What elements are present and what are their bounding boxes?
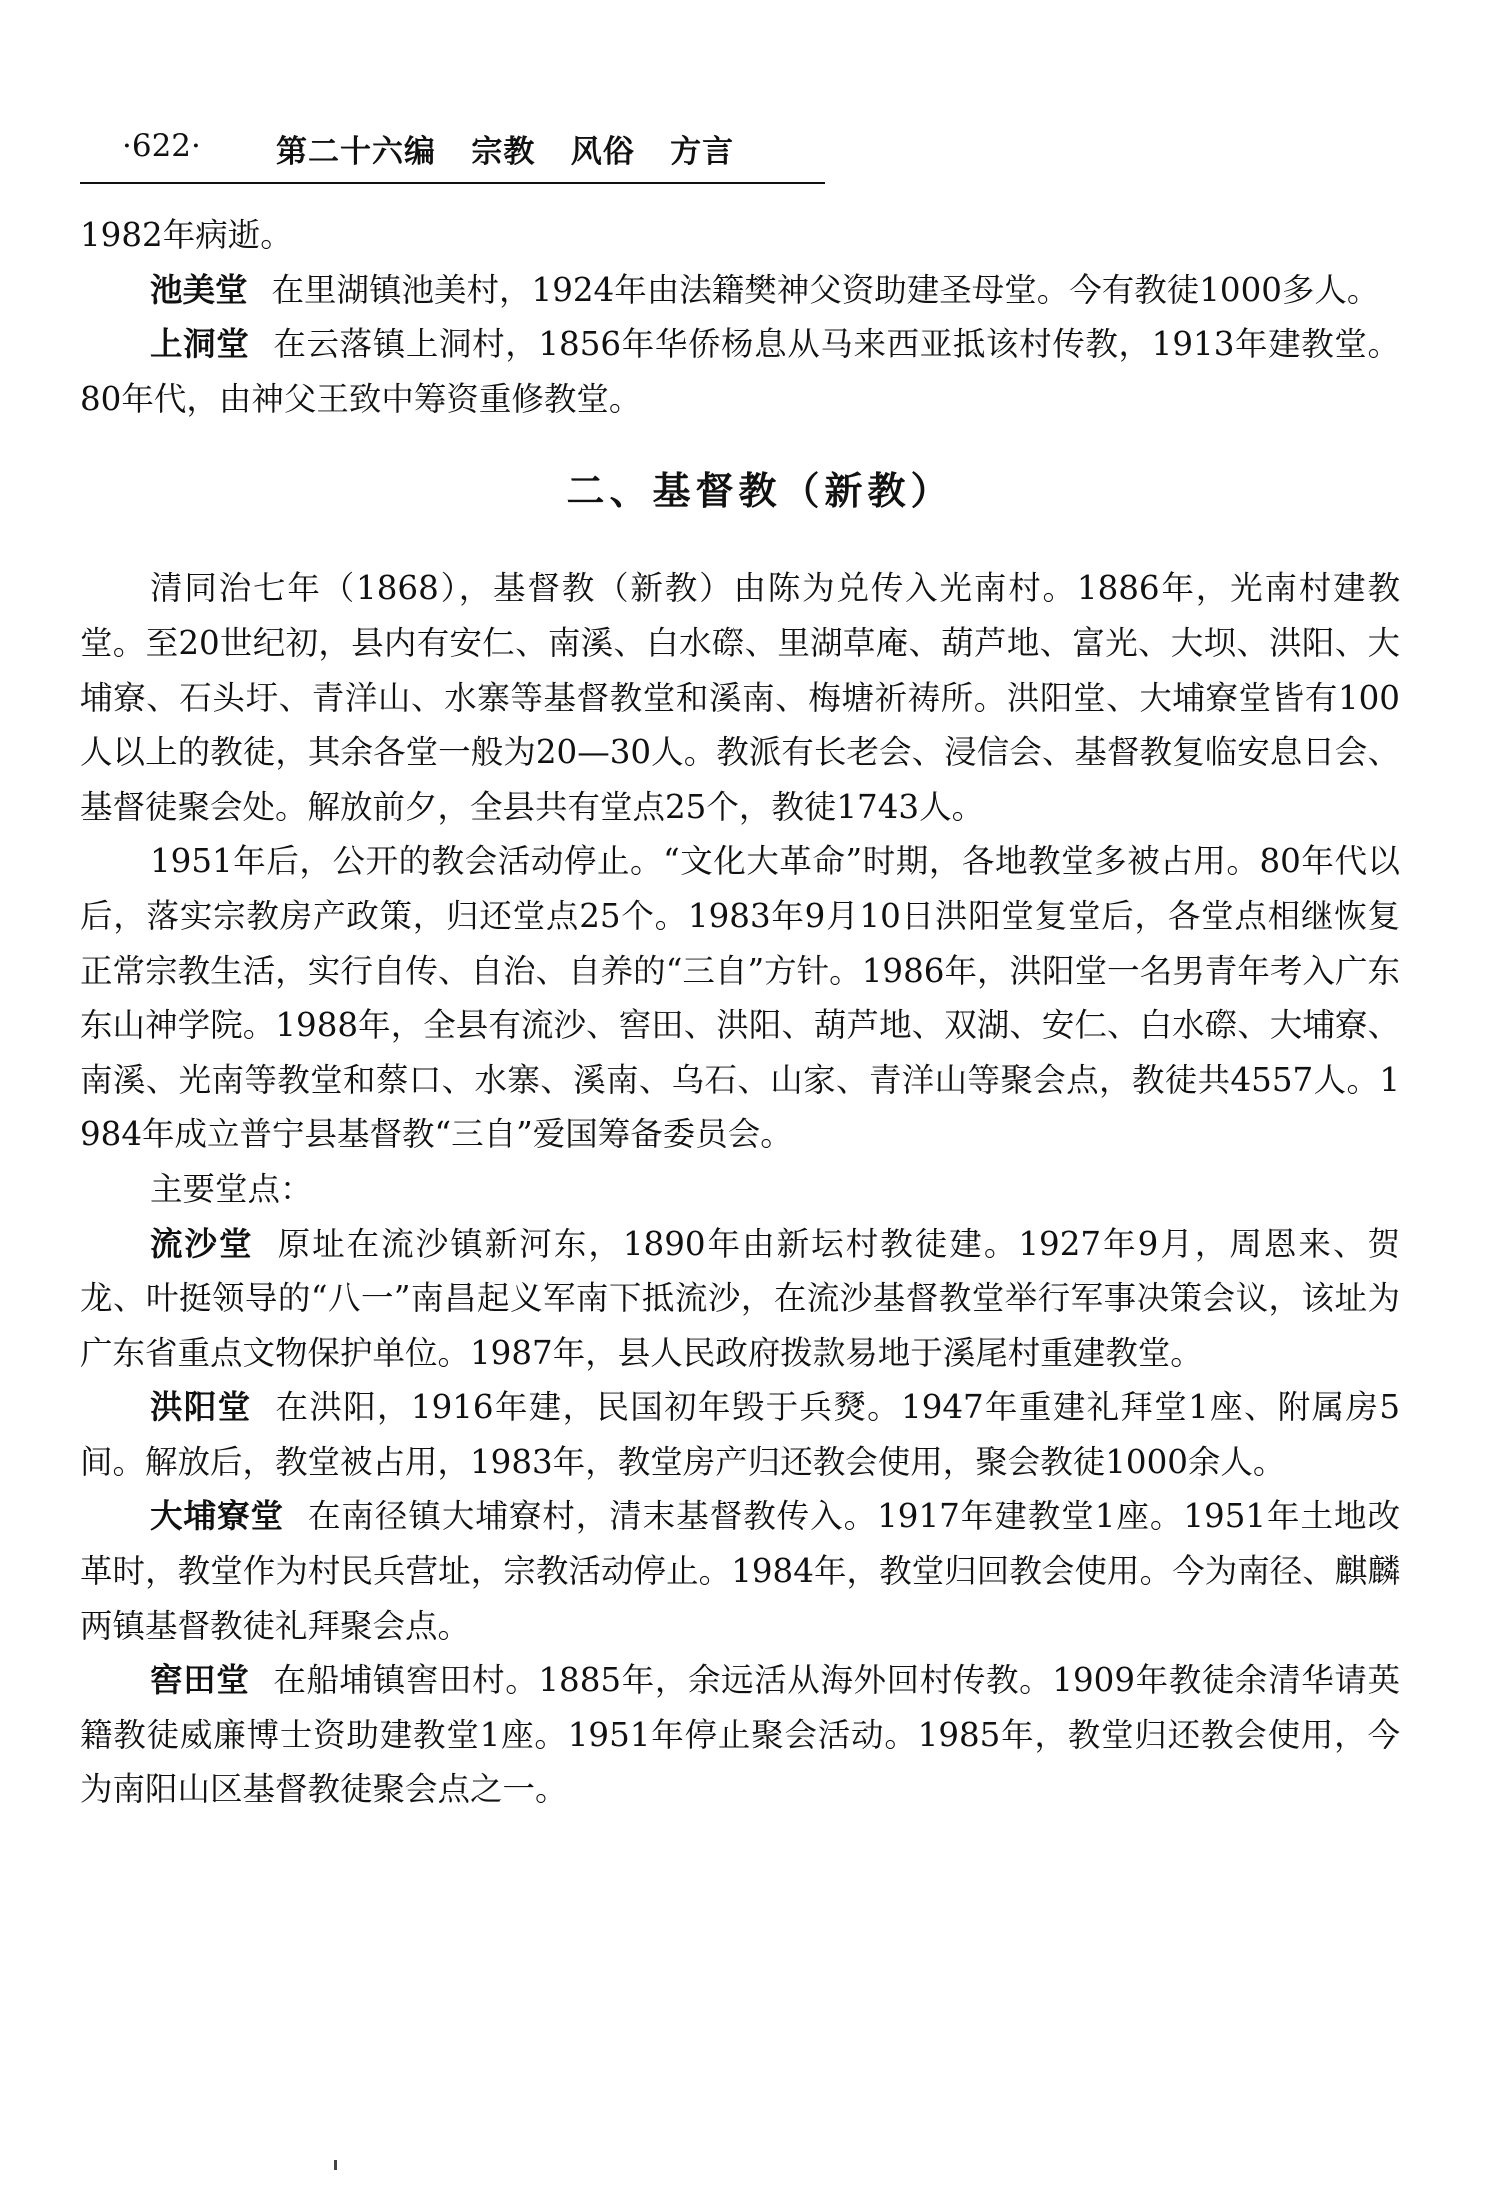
entry-liusha: [80, 1217, 1400, 1381]
entry-name: 上洞堂: [150, 325, 250, 364]
entry-text: 在云落镇上洞村，1856年华侨杨息从马来西亚抵该村传教，1913年建教堂。80年代，由神父王致中筹资重修教堂。: [80, 325, 1400, 418]
entry-text: 在南径镇大埔寮村，清末基督教传入。1917年建教堂1座。1951年土地改革时，教堂作为村民兵营址，宗教活动停止。1984年，教堂归回教会使用。今为南径、麒麟两镇基督教徒礼拜聚会点。: [80, 1497, 1400, 1645]
entry-name: 流沙堂: [150, 1224, 254, 1263]
entry-jiaotian: [80, 1653, 1400, 1817]
entry-name: 窖田堂: [150, 1661, 250, 1700]
entry-chimei: [80, 263, 1400, 318]
section-paragraph: 清同治七年（1868），基督教（新教）由陈为兑传入光南村。1886年，光南村建教堂。至20世纪初，县内有安仁、南溪、白水磜、里湖草庵、葫芦地、富光、大坝、洪阳、大埔寮、石头圩、青洋山、水寨等基督教堂和溪南、梅塘祈祷所。洪阳堂、大埔寮堂皆有100人以上的教徒，其余各堂一般为20—30人。教派有长老会、浸信会、基督教复临安息日会、基督徒聚会处。解放前夕，全县共有堂点25个，教徒1743人。: [80, 569, 1400, 826]
page-number: ·622·: [122, 128, 201, 164]
entry-text: 在船埔镇窖田村。1885年，余远活从海外回村传教。1909年教徒余清华请英籍教徒威廉博士资助建教堂1座。1951年停止聚会活动。1985年，教堂归还教会使用，今为南阳山区基督教徒聚会点之一。: [80, 1661, 1400, 1809]
running-header-title: 第二十六编 宗教 风俗 方言: [276, 134, 735, 170]
entry-shangdong: [80, 317, 1400, 426]
scan-speck: [334, 2160, 337, 2170]
entry-text: 原址在流沙镇新河东，1890年由新坛村教徒建。1927年9月，周恩来、贺龙、叶挺领导的“八一”南昌起义军南下抵流沙，在流沙基督教堂举行军事决策会议，该址为广东省重点文物保护单位。1987年，县人民政府拨款易地于溪尾村重建教堂。: [80, 1224, 1400, 1372]
entry-name: 洪阳堂: [150, 1388, 252, 1427]
section-paragraph: 1951年后，公开的教会活动停止。“文化大革命”时期，各地教堂多被占用。80年代以后，落实宗教房产政策，归还堂点25个。1983年9月10日洪阳堂复堂后，各堂点相继恢复正常宗教生活，实行自传、自治、自养的“三自”方针。1986年，洪阳堂一名男青年考入广东东山神学院。1988年，全县有流沙、窖田、洪阳、葫芦地、双湖、安仁、白水磜、大埔寮、南溪、光南等教堂和蔡口、水寨、溪南、乌石、山家、青洋山等聚会点，教徒共4557人。1984年成立普宁县基督教“三自”爱国筹备委员会。: [80, 842, 1400, 1154]
entry-name: 池美堂: [150, 270, 248, 309]
entry-text: 在里湖镇池美村，1924年由法籍樊神父资助建圣母堂。今有教徒1000多人。: [271, 270, 1380, 309]
section-heading: 二、基督教（新教）: [566, 468, 954, 514]
entry-dabuliao: [80, 1489, 1400, 1653]
continuation-paragraph: 1982年病逝。: [80, 216, 293, 254]
entry-hongyang: [80, 1380, 1400, 1489]
entry-name: 大埔寮堂: [150, 1497, 284, 1536]
body-text: [80, 208, 1400, 1817]
entry-text: 在洪阳，1916年建，民国初年毁于兵燹。1947年重建礼拜堂1座、附属房5间。解放后，教堂被占用，1983年，教堂房产归还教会使用，聚会教徒1000余人。: [80, 1388, 1400, 1481]
running-header: [80, 122, 825, 184]
list-intro: 主要堂点：: [150, 1169, 313, 1208]
